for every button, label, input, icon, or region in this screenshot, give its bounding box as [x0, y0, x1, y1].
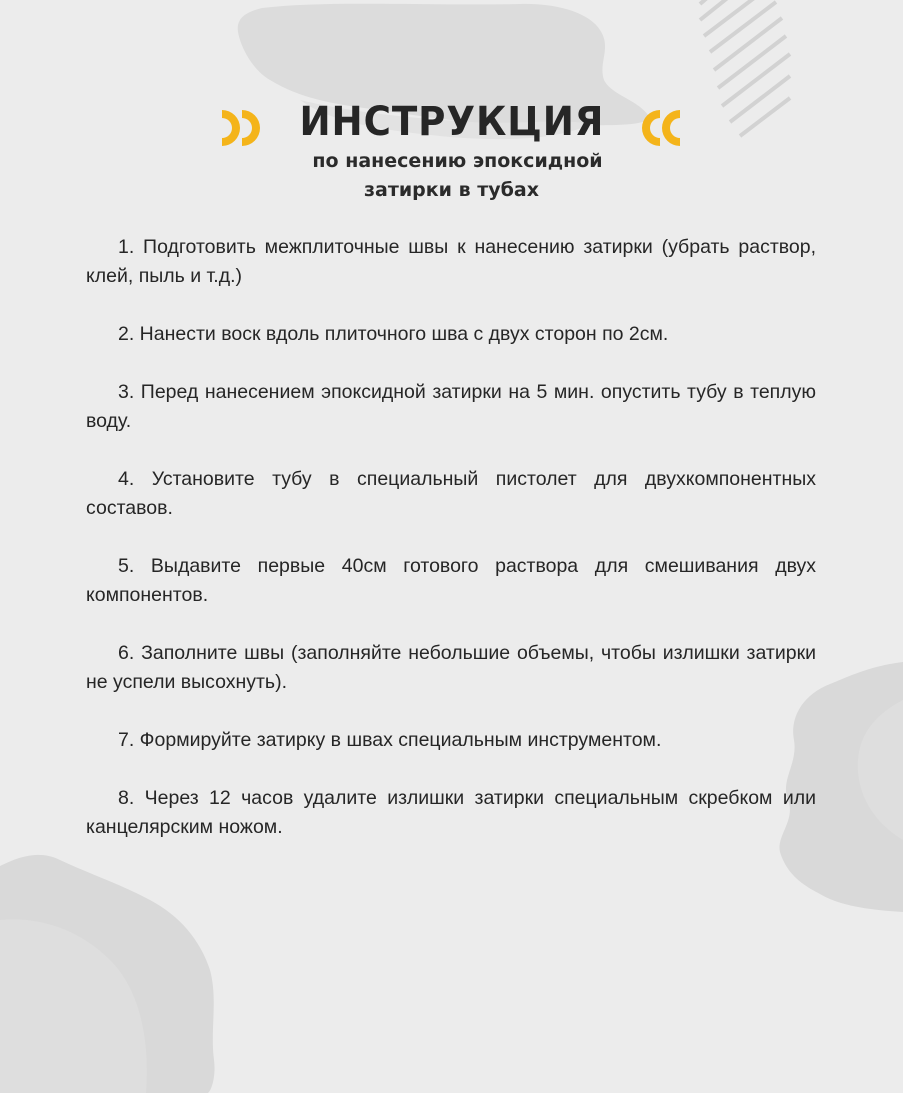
step-8: 8. Через 12 часов удалите излишки затирки специальным скребком или канцелярским ножом. [86, 787, 816, 838]
step-5: 5. Выдавите первые 40см готового раствора для смешивания двух компонентов. [86, 555, 816, 606]
instruction-steps [86, 233, 816, 842]
step-7: 7. Формируйте затирку в швах специальным инструментом. [118, 729, 662, 751]
page-title: ИНСТРУКЦИЯ [299, 99, 604, 145]
step-1: 1. Подготовить межплиточные швы к нанесению затирки (убрать раствор, клей, пыль и т.д.) [86, 236, 816, 287]
step-6: 6. Заполните швы (заполняйте небольшие объемы, чтобы излишки затирки не успели высохнуть). [86, 642, 816, 693]
subtitle-line-1: по нанесению эпоксидной [312, 150, 603, 172]
title-row [0, 96, 903, 148]
step-4: 4. Установите тубу в специальный пистолет для двухкомпонентных составов. [86, 468, 816, 519]
subtitle-line-2: затирки в тубах [364, 179, 539, 201]
step-2: 2. Нанести воск вдоль плиточного шва с двух сторон по 2см. [118, 323, 669, 345]
header [0, 96, 903, 216]
step-3: 3. Перед нанесением эпоксидной затирки на 5 мин. опустить тубу в теплую воду. [86, 381, 816, 432]
